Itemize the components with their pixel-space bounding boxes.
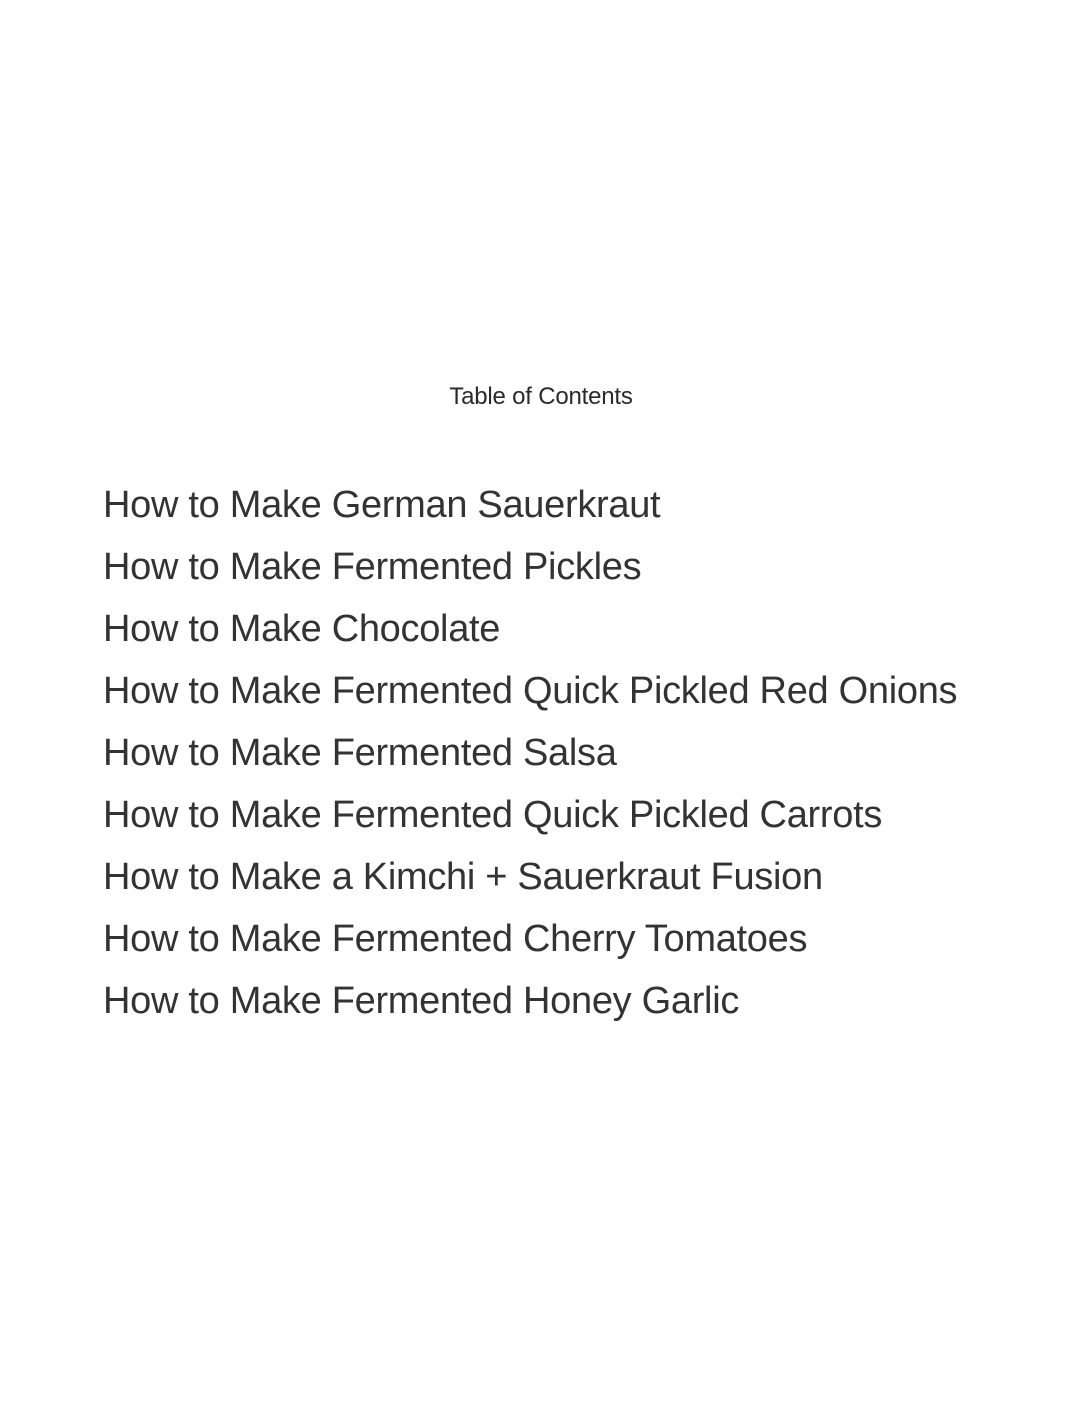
toc-entry-honey-garlic[interactable]: How to Make Fermented Honey Garlic <box>103 980 740 1022</box>
toc-entry-pickled-red-onions[interactable]: How to Make Fermented Quick Pickled Red Onions <box>103 670 958 712</box>
toc-entry-german-sauerkraut[interactable]: How to Make German Sauerkraut <box>103 484 661 526</box>
toc-entry-fermented-salsa[interactable]: How to Make Fermented Salsa <box>103 732 617 774</box>
page-title: Table of Contents <box>449 383 633 410</box>
toc-entry-cherry-tomatoes[interactable]: How to Make Fermented Cherry Tomatoes <box>103 918 808 960</box>
toc-entry-chocolate[interactable]: How to Make Chocolate <box>103 608 501 650</box>
toc-entry-fermented-pickles[interactable]: How to Make Fermented Pickles <box>103 546 642 588</box>
table-of-contents <box>103 474 957 1032</box>
toc-entry-pickled-carrots[interactable]: How to Make Fermented Quick Pickled Carrots <box>103 794 883 836</box>
toc-entry-kimchi-sauerkraut-fusion[interactable]: How to Make a Kimchi + Sauerkraut Fusion <box>103 856 823 898</box>
